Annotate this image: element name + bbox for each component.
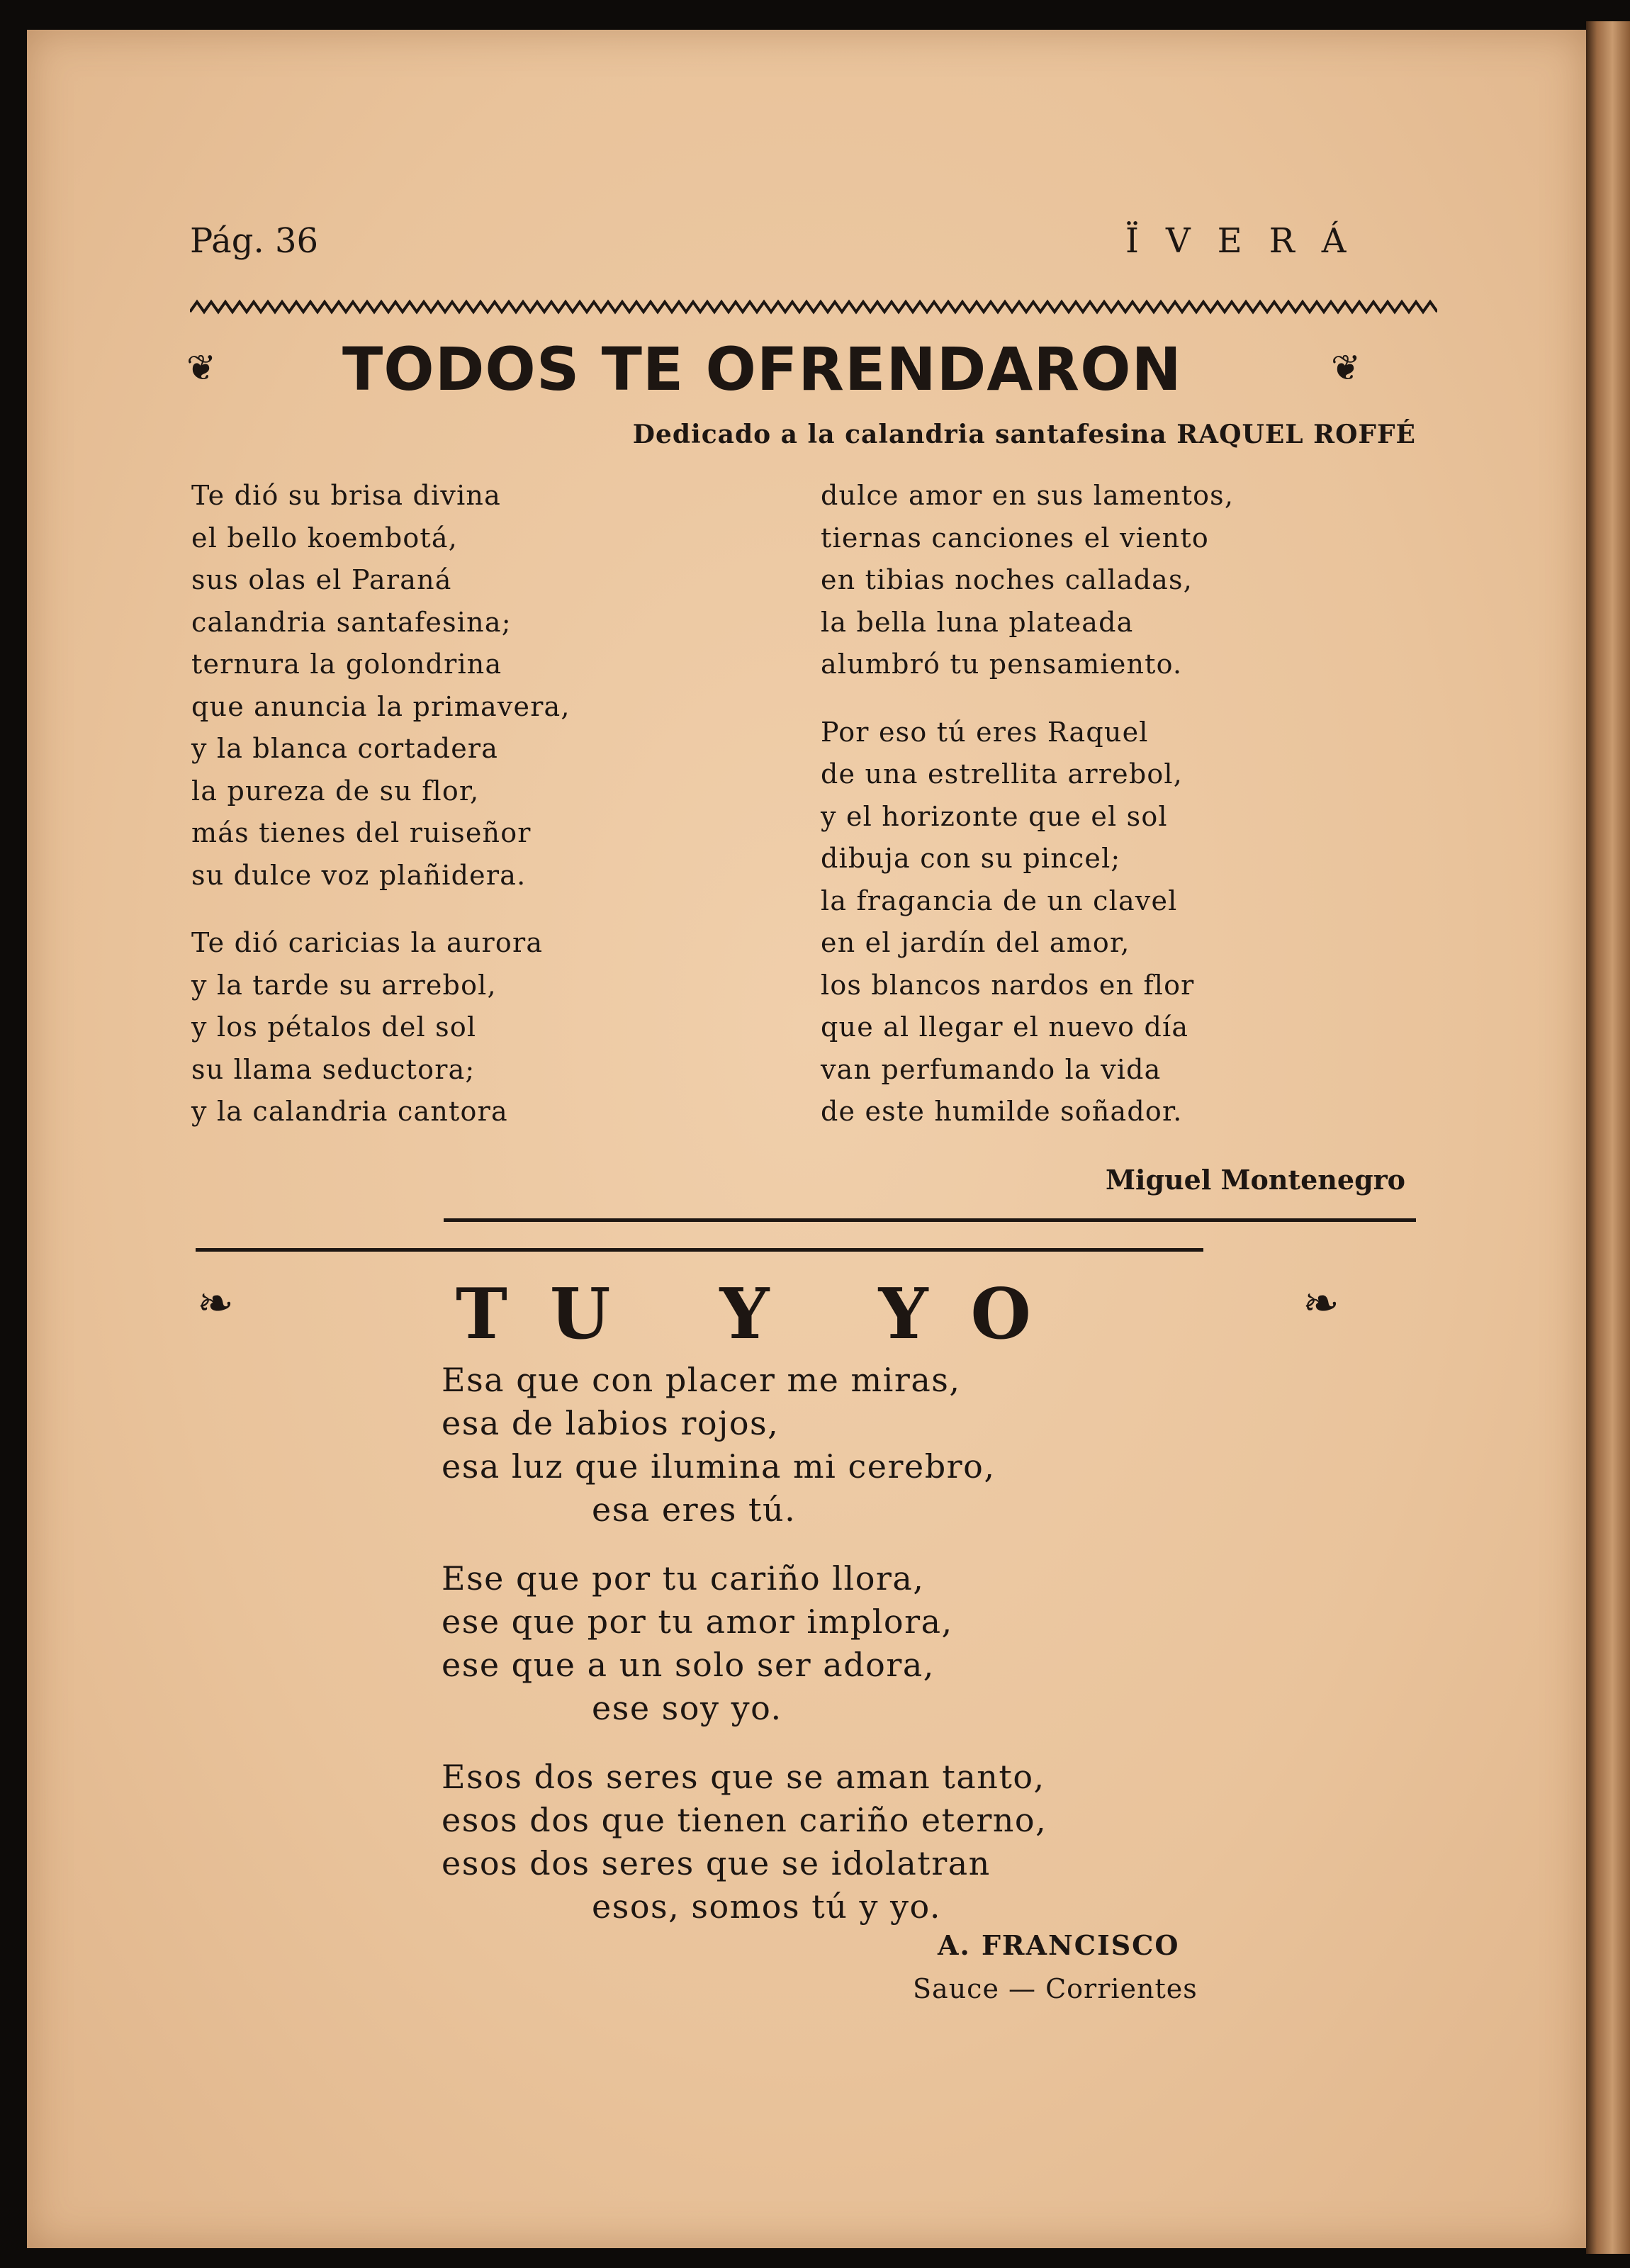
verse-line: dulce amor en sus lamentos, [821, 480, 1235, 511]
book-spine-edge [1586, 21, 1630, 2254]
page-number: Pág. 36 [190, 221, 319, 261]
verse-line: su dulce voz plañidera. [191, 859, 527, 891]
verse-line: Esa que con placer me miras, [442, 1361, 961, 1399]
ornament-right-icon: ❧ [1303, 1277, 1337, 1329]
poem2-author: A. FRANCISCO [938, 1929, 1180, 1961]
verse-line: ternura la golondrina [191, 649, 502, 680]
verse-line: la pureza de su flor, [191, 775, 480, 807]
poem1-right-column [821, 475, 1234, 1133]
verse-line: Por eso tú eres Raquel [821, 716, 1149, 748]
verse-line: en el jardín del amor, [821, 927, 1130, 958]
verse-line: y la tarde su arrebol, [191, 969, 497, 1001]
verse-line: ese que a un solo ser adora, [442, 1646, 935, 1684]
verse-line: Te dió su brisa divina [191, 480, 501, 511]
verse-line: esa luz que ilumina mi cerebro, [442, 1447, 996, 1486]
verse-line: dibuja con su pincel; [821, 843, 1121, 874]
verse-line: el bello koembotá, [191, 522, 459, 554]
poem2-title: TU Y YO [456, 1274, 1074, 1355]
verse-line: esos dos seres que se idolatran [442, 1844, 991, 1882]
poem1-title: TODOS TE OFRENDARON [342, 335, 1182, 404]
verse-line: alumbró tu pensamiento. [821, 649, 1183, 680]
verse-line-closing: ese soy yo. [592, 1689, 782, 1727]
verse-line: y la calandria cantora [191, 1096, 508, 1127]
magazine-name: ÏVERÁ [1125, 221, 1373, 261]
verse-line-closing: esa eres tú. [592, 1491, 797, 1529]
verse-line: y el horizonte que el sol [821, 800, 1168, 832]
poem1-left-column [191, 475, 570, 1133]
verse-line: la bella luna plateada [821, 606, 1134, 638]
header-zigzag-rule [190, 299, 1437, 315]
verse-line: que al llegar el nuevo día [821, 1011, 1189, 1043]
verse-line: su llama seductora; [191, 1053, 476, 1085]
separator-rule-lower [196, 1248, 1203, 1252]
verse-line: tiernas canciones el viento [821, 522, 1209, 554]
poem1-author: Miguel Montenegro [1105, 1164, 1405, 1196]
verse-line: esos dos que tienen cariño eterno, [442, 1801, 1047, 1839]
ornament-left-icon: ❧ [197, 1277, 231, 1329]
verse-line: esa de labios rojos, [442, 1404, 780, 1442]
verse-line: Esos dos seres que se aman tanto, [442, 1758, 1045, 1796]
poem2-body [442, 1359, 1047, 1929]
verse-line: más tienes del ruiseñor [191, 817, 532, 848]
verse-line: y la blanca cortadera [191, 733, 499, 764]
verse-line: los blancos nardos en flor [821, 969, 1195, 1001]
verse-line: la fragancia de un clavel [821, 885, 1178, 916]
verse-line: calandria santafesina; [191, 606, 512, 638]
verse-line: y los pétalos del sol [191, 1011, 477, 1043]
verse-line-closing: esos, somos tú y yo. [592, 1887, 942, 1926]
verse-line: Te dió caricias la aurora [191, 927, 544, 958]
poem1-dedication: Dedicado a la calandria santafesina RAQUEL ROFFÉ [632, 420, 1416, 449]
poem2-place: Sauce — Corrientes [913, 1973, 1198, 2004]
verse-line: que anuncia la primavera, [191, 690, 570, 722]
verse-line: en tibias noches calladas, [821, 564, 1193, 595]
verse-line: Ese que por tu cariño llora, [442, 1559, 925, 1598]
magazine-page [27, 30, 1586, 2248]
verse-line: de este humilde soñador. [821, 1096, 1183, 1127]
separator-rule-upper [444, 1218, 1416, 1222]
verse-line: van perfumando la vida [821, 1053, 1162, 1085]
verse-line: sus olas el Paraná [191, 564, 452, 595]
verse-line: de una estrellita arrebol, [821, 758, 1184, 790]
fleuron-right-icon: ❦ [1331, 347, 1361, 388]
fleuron-left-icon: ❦ [186, 347, 216, 388]
verse-line: ese que por tu amor implora, [442, 1602, 953, 1641]
